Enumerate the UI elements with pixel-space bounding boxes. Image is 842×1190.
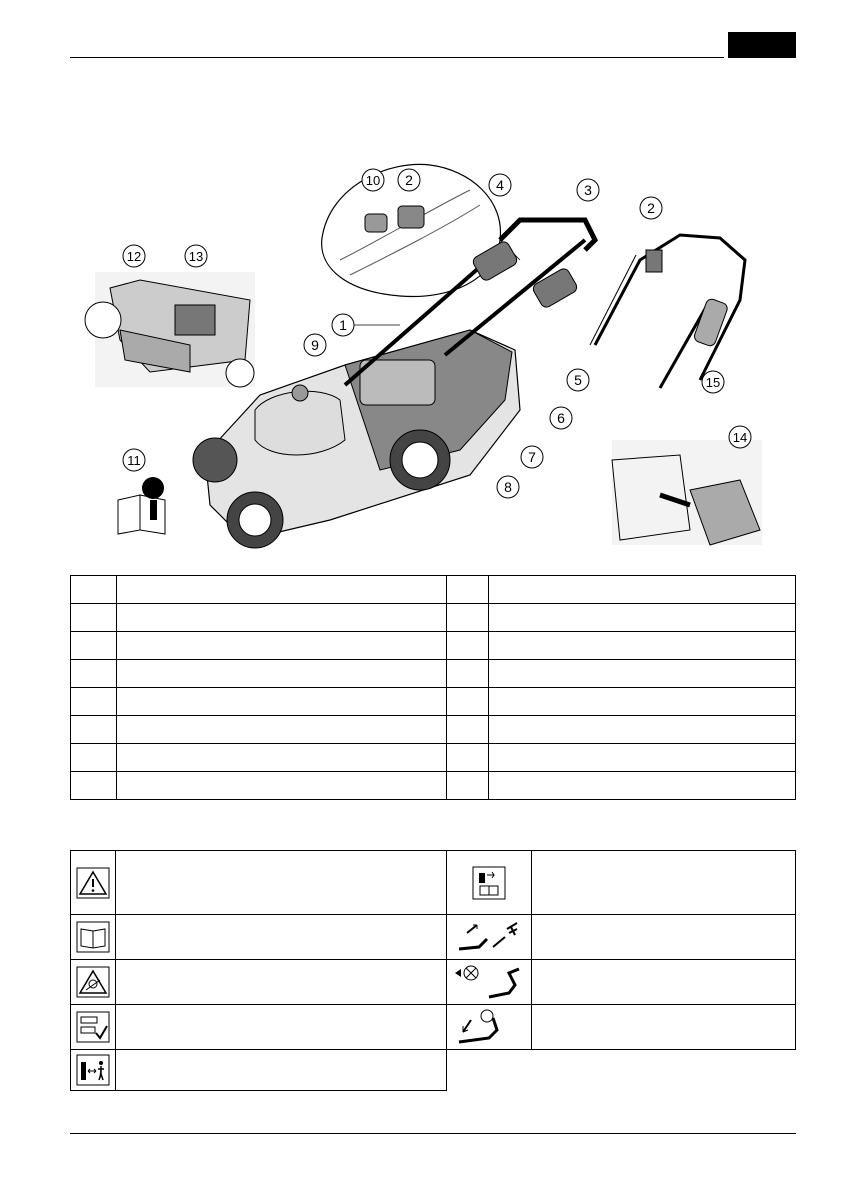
callout-6 — [550, 407, 572, 429]
callout-2-side — [640, 197, 662, 219]
callout-15 — [702, 371, 724, 393]
callout-7 — [521, 446, 543, 468]
callout-14 — [729, 426, 751, 448]
svg-text:2: 2 — [647, 200, 655, 216]
table-row — [71, 660, 796, 688]
read-manual-figure-icon — [118, 477, 165, 534]
svg-text:9: 9 — [311, 337, 319, 353]
parts-list-table — [70, 575, 796, 800]
svg-text:1: 1 — [339, 317, 347, 333]
callout-2-inset — [398, 169, 420, 191]
callout-8 — [497, 476, 519, 498]
disconnect-spark-plug-icon — [472, 866, 506, 900]
callout-3 — [577, 179, 599, 201]
table-row — [71, 915, 796, 960]
check-before-use-icon — [76, 1011, 110, 1043]
table-row — [71, 604, 796, 632]
footer-rule — [70, 1133, 796, 1134]
callout-10 — [362, 169, 384, 191]
warning-triangle-icon — [76, 867, 110, 899]
callout-12 — [123, 245, 145, 267]
callout-5 — [567, 369, 589, 391]
svg-text:14: 14 — [732, 430, 748, 445]
callout-9 — [304, 334, 326, 356]
svg-text:15: 15 — [705, 375, 721, 390]
svg-text:11: 11 — [127, 453, 141, 468]
blade-brake-icon — [449, 963, 529, 1001]
callout-1 — [332, 314, 400, 336]
svg-text:7: 7 — [528, 449, 536, 465]
table-row — [71, 688, 796, 716]
read-manual-icon — [76, 921, 110, 953]
svg-text:3: 3 — [584, 182, 592, 198]
svg-text:6: 6 — [557, 410, 565, 426]
safety-symbols-table — [70, 850, 796, 1091]
table-row — [71, 1005, 796, 1050]
table-row — [71, 716, 796, 744]
handle-side-inset — [590, 235, 745, 388]
mower-overview-figure — [0, 0, 842, 570]
lever-release-icon — [449, 1008, 529, 1046]
table-row — [71, 772, 796, 800]
svg-text:2: 2 — [405, 172, 413, 188]
svg-text:4: 4 — [496, 177, 504, 193]
svg-text:12: 12 — [126, 249, 142, 264]
table-row — [71, 1050, 796, 1091]
svg-text:10: 10 — [365, 173, 381, 188]
callout-4 — [489, 174, 511, 196]
table-row — [71, 960, 796, 1005]
thrown-objects-icon — [76, 966, 110, 998]
table-row — [71, 851, 796, 915]
table-row — [71, 744, 796, 772]
table-row — [71, 576, 796, 604]
svg-text:13: 13 — [188, 249, 204, 264]
svg-text:5: 5 — [574, 372, 582, 388]
keep-distance-icon — [76, 1054, 110, 1086]
callout-11 — [123, 449, 145, 471]
mulch-insert-inset — [612, 440, 762, 545]
svg-text:8: 8 — [504, 479, 512, 495]
table-row — [71, 632, 796, 660]
callout-13 — [185, 245, 207, 267]
catcher-detail-inset — [85, 272, 255, 387]
lever-engage-icon — [449, 919, 529, 955]
